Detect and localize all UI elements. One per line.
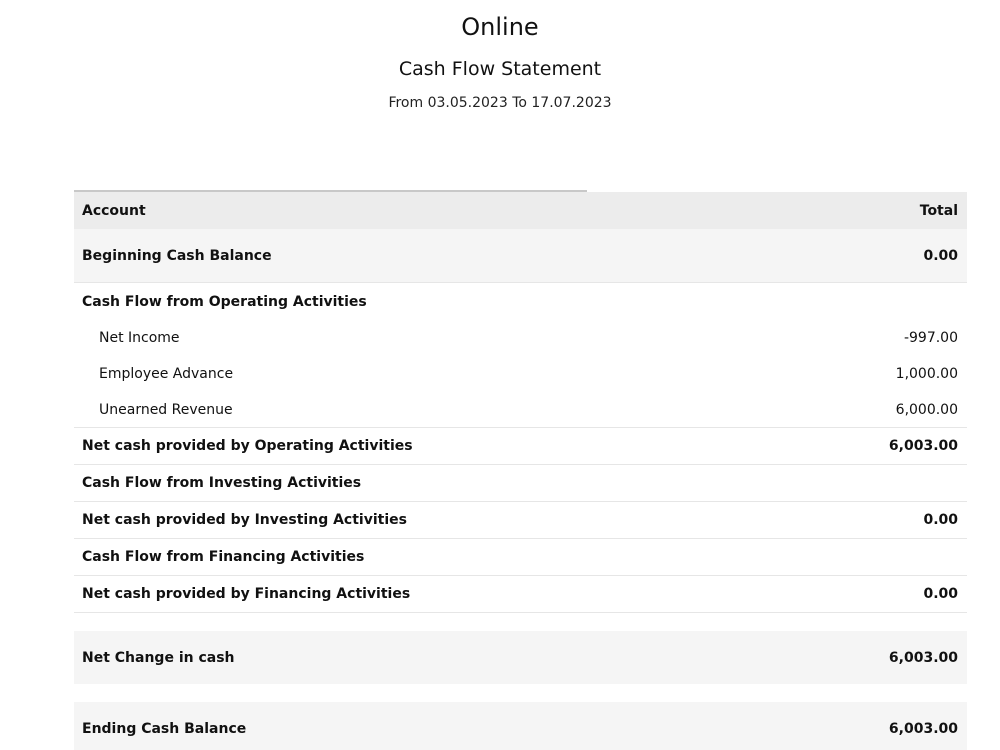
row-value: 6,003.00 — [888, 438, 958, 454]
section-label: Cash Flow from Investing Activities — [82, 475, 362, 491]
table-row-beginning-cash-balance — [74, 229, 967, 283]
table-row-net-cash-financing — [74, 576, 967, 613]
cash-flow-table — [74, 192, 967, 750]
row-label: Net cash provided by Financing Activities — [82, 586, 411, 602]
row-value: 6,003.00 — [888, 649, 958, 666]
spacer — [74, 613, 967, 631]
row-label: Unearned Revenue — [99, 401, 233, 418]
row-label: Net cash provided by Investing Activities — [82, 512, 407, 528]
table-row-employee-advance — [74, 356, 967, 392]
section-label: Cash Flow from Operating Activities — [82, 293, 367, 310]
row-value: 0.00 — [923, 586, 958, 602]
section-label: Cash Flow from Financing Activities — [82, 549, 365, 565]
table-row-ending-cash-balance — [74, 702, 967, 750]
row-label: Beginning Cash Balance — [82, 247, 272, 264]
row-value: 1,000.00 — [895, 366, 958, 382]
table-row-net-cash-operating — [74, 428, 967, 465]
row-value: 0.00 — [923, 512, 958, 528]
organization-name: Online — [461, 13, 539, 41]
row-label: Net Change in cash — [82, 649, 235, 666]
row-label: Ending Cash Balance — [82, 720, 247, 737]
table-row-net-change-in-cash — [74, 631, 967, 684]
column-header-account: Account — [82, 202, 146, 219]
row-label: Net cash provided by Operating Activities — [82, 438, 413, 454]
table-row-net-income — [74, 320, 967, 356]
column-header-total: Total — [919, 202, 958, 219]
section-financing-activities — [74, 539, 967, 576]
report-period: From 03.05.2023 To 17.07.2023 — [388, 95, 612, 111]
row-label: Net Income — [99, 330, 180, 346]
row-label: Employee Advance — [99, 366, 234, 382]
row-value: -997.00 — [903, 330, 958, 346]
table-row-net-cash-investing — [74, 502, 967, 539]
spacer — [74, 684, 967, 702]
row-value: 0.00 — [923, 247, 958, 264]
section-operating-activities — [74, 283, 967, 320]
row-value: 6,003.00 — [888, 720, 958, 737]
report-title: Cash Flow Statement — [398, 58, 602, 80]
row-value: 6,000.00 — [895, 401, 958, 418]
table-header-row — [74, 192, 967, 229]
section-investing-activities — [74, 465, 967, 502]
table-row-unearned-revenue — [74, 392, 967, 428]
